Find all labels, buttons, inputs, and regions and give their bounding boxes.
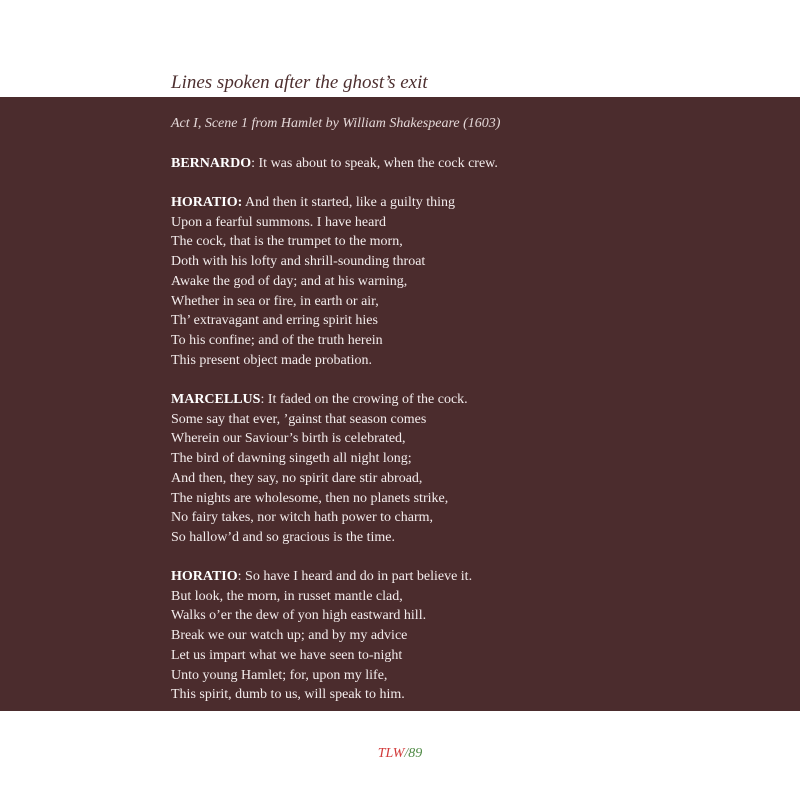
verse-line: Let us impart what we have seen to-night — [171, 647, 403, 663]
verse-line — [171, 154, 498, 174]
speech-horatio — [171, 193, 455, 370]
verse-line — [171, 390, 468, 410]
verse-line: Upon a fearful summons. I have heard — [171, 214, 386, 230]
page-number: 89 — [408, 746, 423, 761]
line-text: And then it started, like a guilty thing — [242, 195, 456, 210]
verse-line — [171, 567, 472, 587]
footer-separator: / — [404, 746, 409, 761]
speaker-name: HORATIO — [171, 569, 238, 584]
verse-line: This present object made probation. — [171, 352, 372, 368]
verse-line: To his confine; and of the truth herein — [171, 332, 383, 348]
verse-line: Th’ extravagant and erring spirit hies — [171, 313, 378, 329]
verse-line: Unto young Hamlet; for, upon my life, — [171, 667, 388, 683]
verse-line: Some say that ever, ’gainst that season comes — [171, 411, 427, 427]
verse-line: No fairy takes, nor witch hath power to charm, — [171, 510, 434, 526]
verse-line: The bird of dawning singeth all night long; — [171, 451, 412, 467]
verse-line: Doth with his lofty and shrill-sounding throat — [171, 254, 426, 270]
verse-line: Wherein our Saviour’s birth is celebrated, — [171, 431, 406, 447]
verse-line: Awake the god of day; and at his warning, — [171, 273, 408, 289]
speaker-name: HORATIO: — [171, 195, 243, 210]
speech-horatio-2 — [171, 567, 472, 705]
footer-brand: TLW — [377, 746, 405, 761]
page-title: Lines spoken after the ghost’s exit — [171, 72, 428, 93]
verse-line — [171, 193, 455, 213]
speaker-name: BERNARDO — [171, 156, 252, 171]
verse-line: This spirit, dumb to us, will speak to him. — [171, 687, 405, 703]
line-text: : It was about to speak, when the cock crew. — [251, 156, 498, 171]
verse-line: And then, they say, no spirit dare stir abroad, — [171, 470, 423, 486]
scene-subtitle: Act I, Scene 1 from Hamlet by William Shakespeare (1603) — [171, 116, 501, 131]
verse-line: So hallow’d and so gracious is the time. — [171, 529, 395, 545]
verse-line: Whether in sea or fire, in earth or air, — [171, 293, 379, 309]
speaker-name: MARCELLUS — [171, 392, 261, 407]
line-text: : So have I heard and do in part believe it. — [237, 569, 473, 584]
verse-line: The nights are wholesome, then no planets strike, — [171, 490, 449, 506]
verse-line: The cock, that is the trumpet to the morn, — [171, 234, 403, 250]
page-footer — [0, 746, 800, 762]
verse-line: Break we our watch up; and by my advice — [171, 628, 408, 644]
speech-bernardo — [171, 154, 498, 174]
verse-line: Walks o’er the dew of yon high eastward hill. — [171, 608, 427, 624]
line-text: : It faded on the crowing of the cock. — [260, 392, 468, 407]
verse-line: But look, the morn, in russet mantle clad, — [171, 588, 403, 604]
speech-marcellus — [171, 390, 468, 548]
